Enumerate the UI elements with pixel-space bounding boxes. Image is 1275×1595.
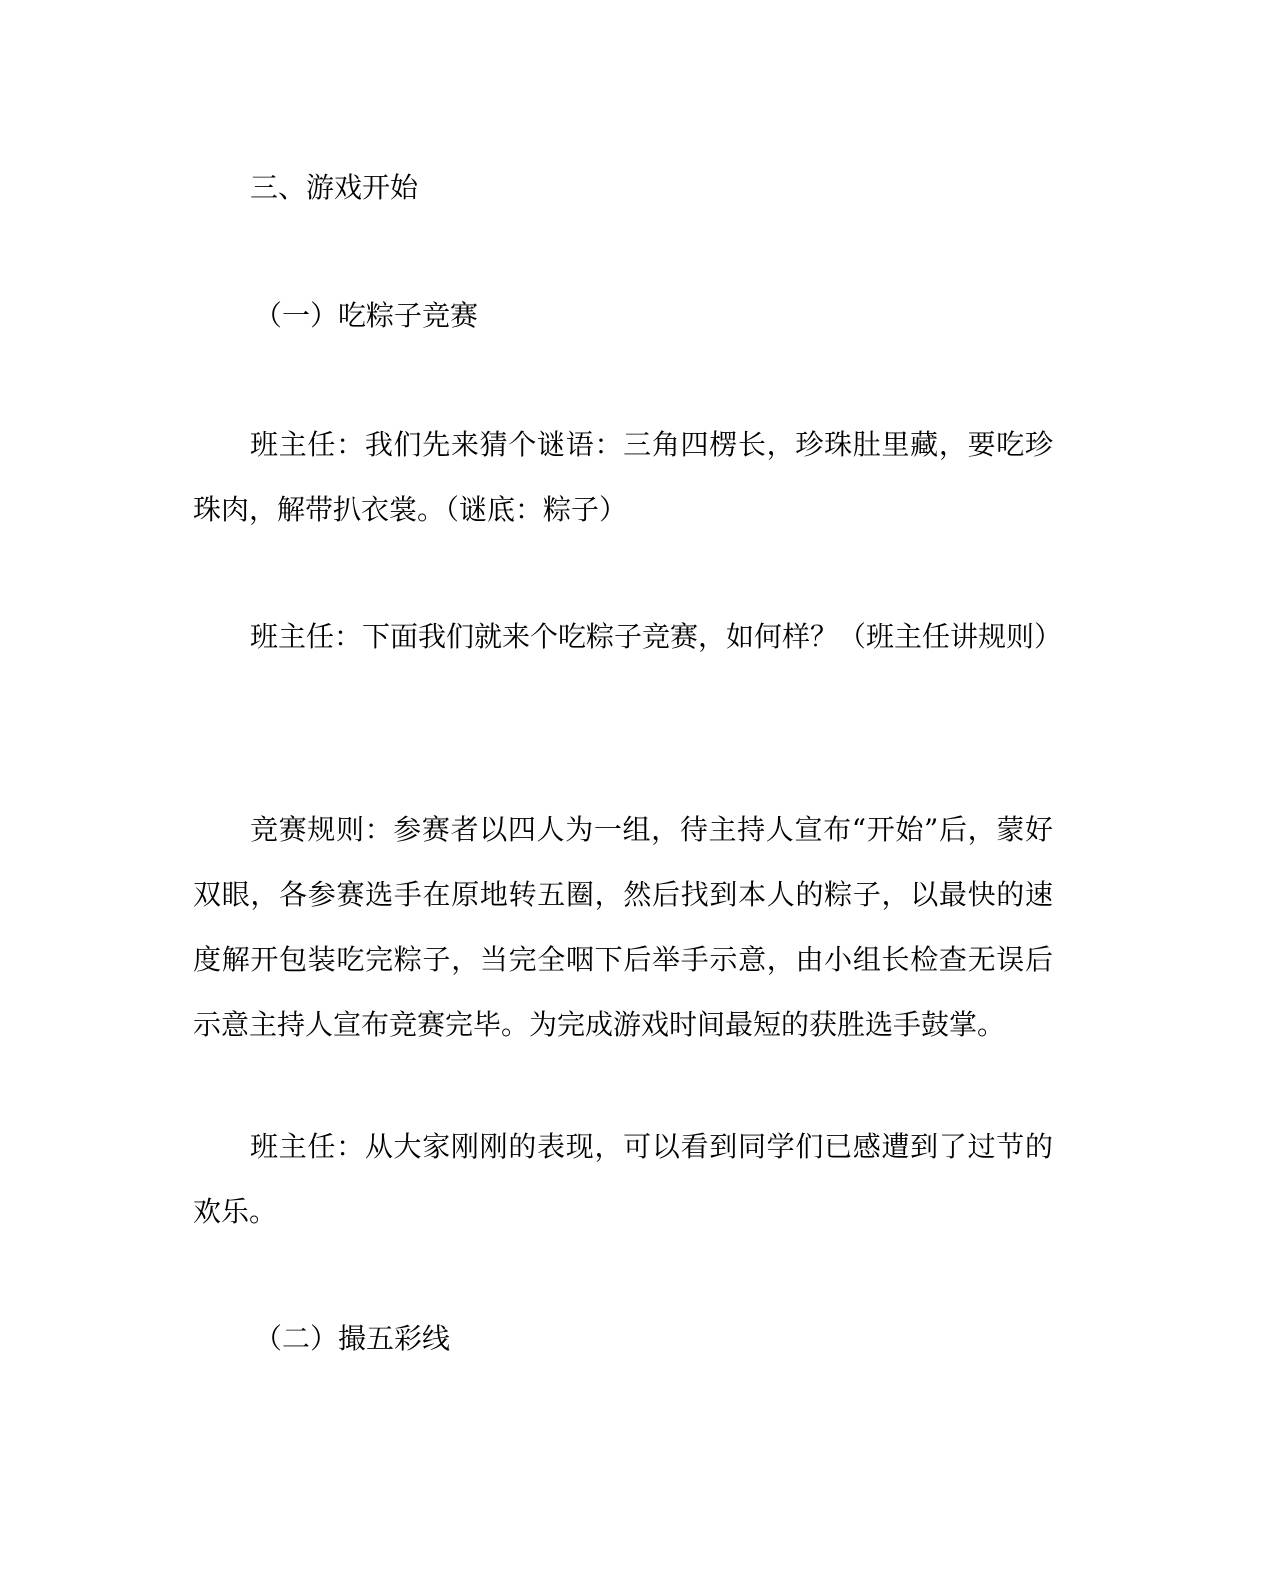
paragraph-competition-intro: 班主任：下面我们就来个吃粽子竞赛，如何样？（班主任讲规则） xyxy=(250,620,1063,653)
paragraph-riddle: 班主任：我们先来猜个谜语：三角四楞长，珍珠肚里藏，要吃珍珠肉，解带扒衣裳。（谜底：粽子） xyxy=(193,428,1053,526)
paragraph-conclusion: 班主任：从大家刚刚的表现，可以看到同学们已感遭到了过节的欢乐。 xyxy=(193,1130,1053,1228)
section-title: 三、游戏开始 xyxy=(250,171,419,204)
paragraph-rules: 竞赛规则：参赛者以四人为一组，待主持人宣布“开始”后，蒙好双眼，各参赛选手在原地转五圈，然后找到本人的粽子，以最快的速度解开包装吃完粽子，当完全咽下后举手示意，由小组长检查无误后示意主持人宣布竞赛完毕。为完成游戏时间最短的获胜选手鼓掌。 xyxy=(193,813,1053,1041)
subsection-title-2: （二）撮五彩线 xyxy=(254,1322,451,1355)
subsection-title-1: （一）吃粽子竞赛 xyxy=(254,299,479,332)
